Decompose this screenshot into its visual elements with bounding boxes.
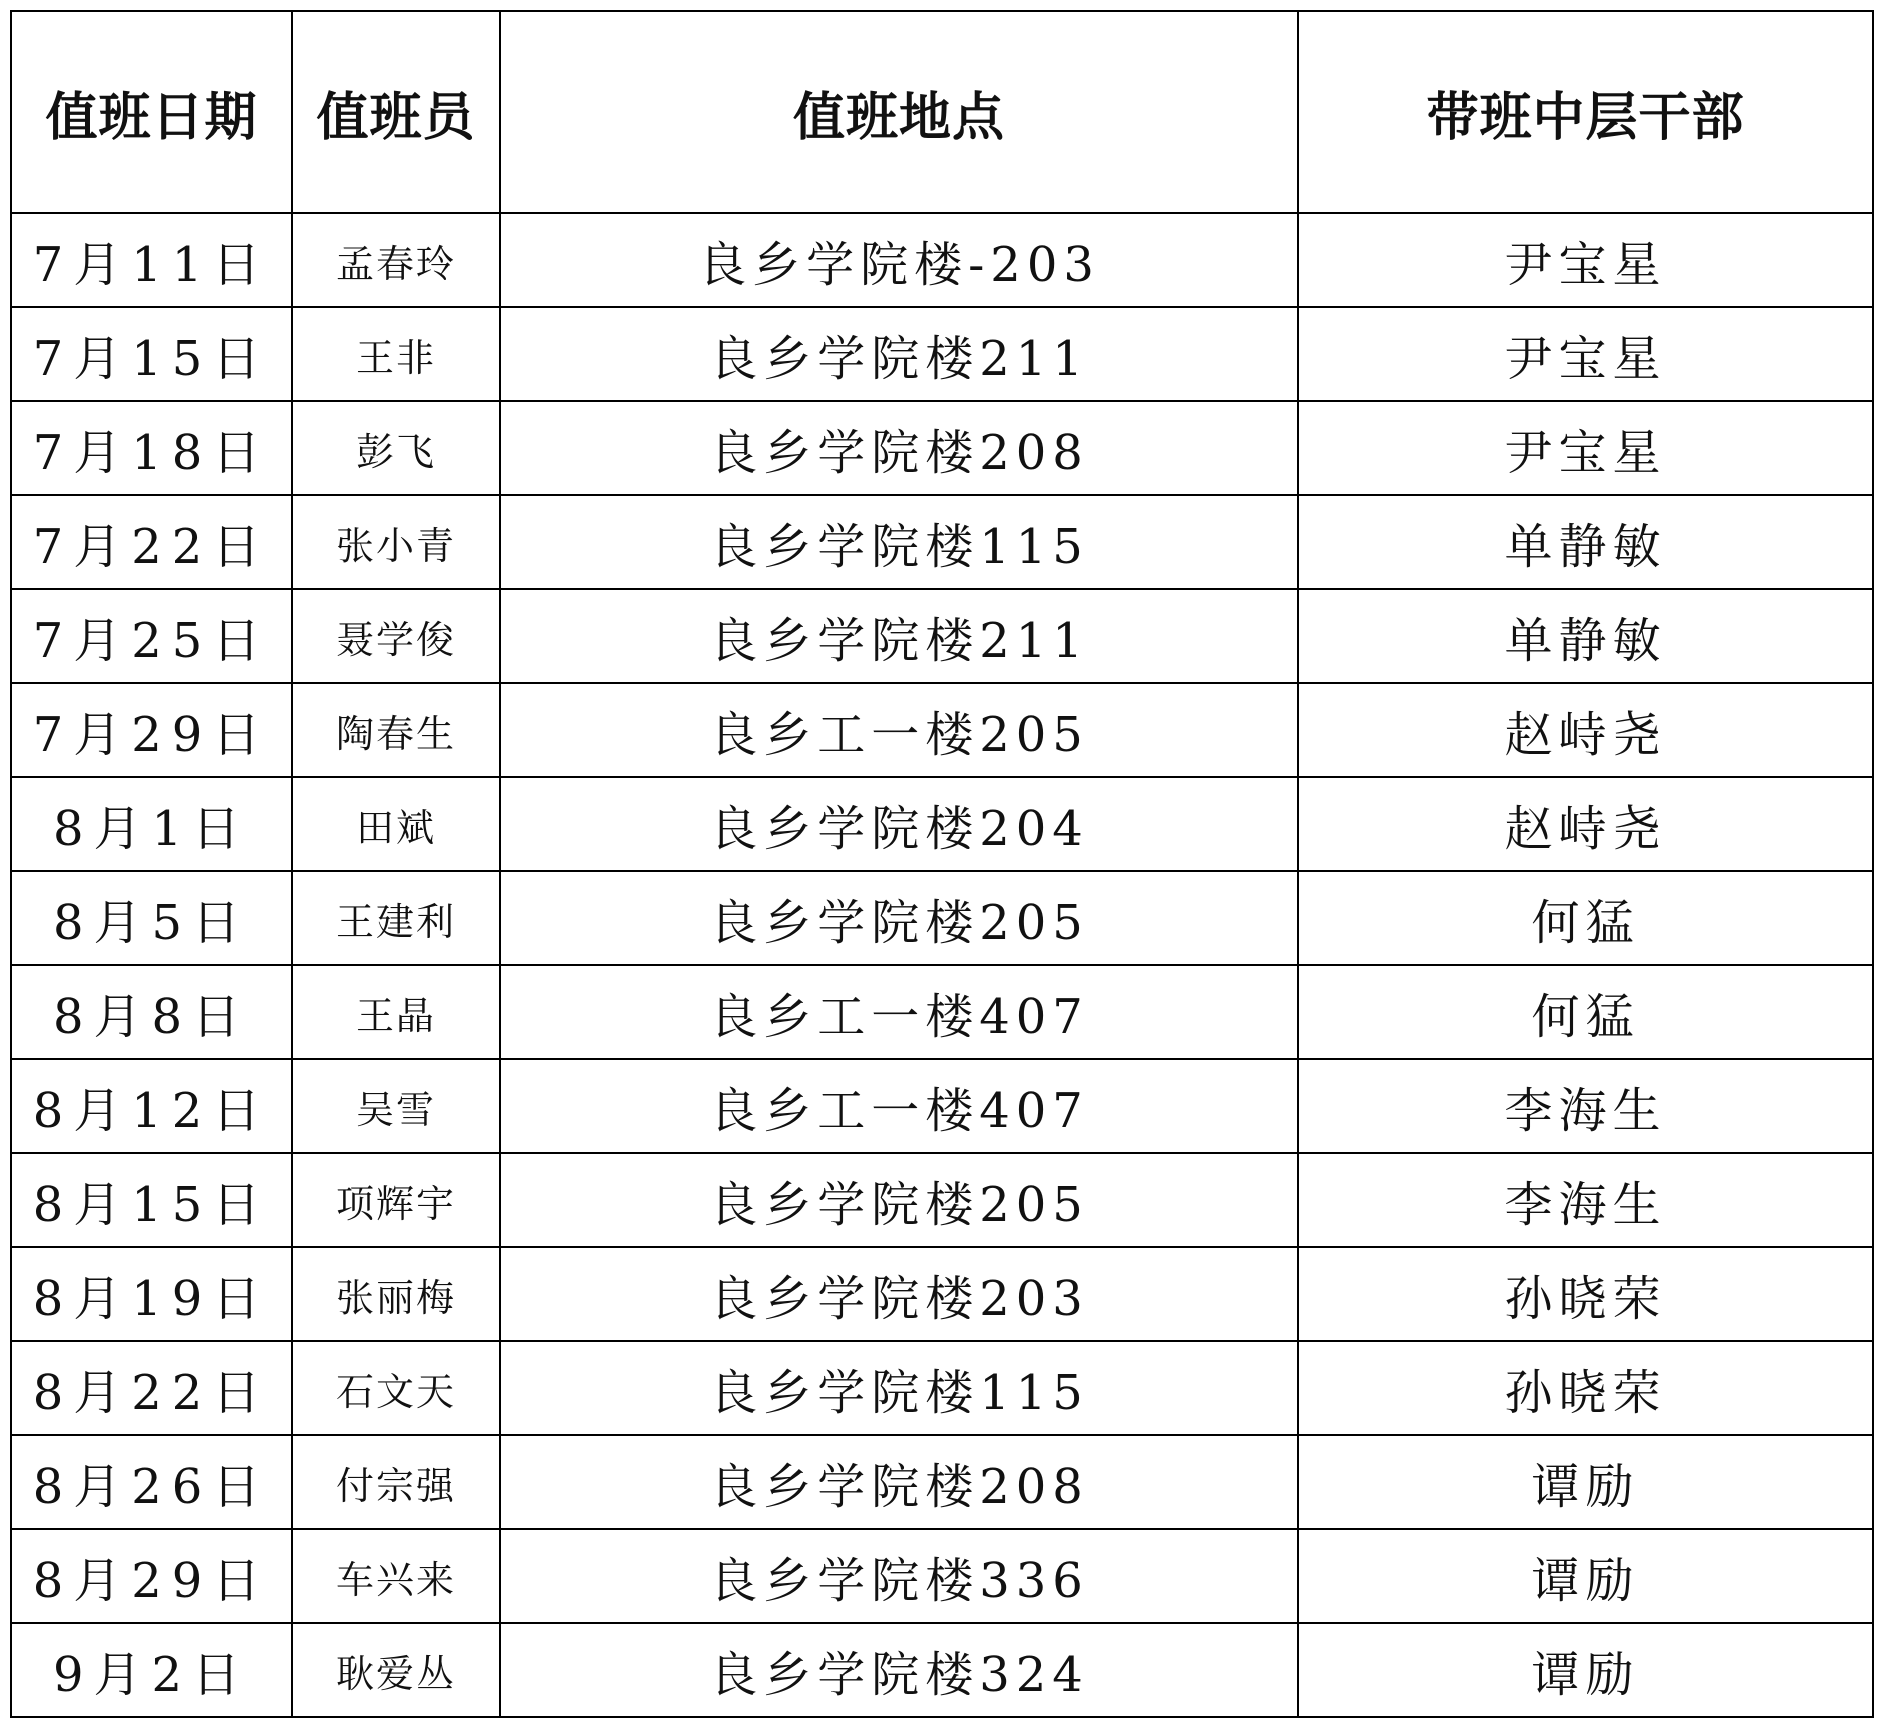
duty-staff-cell: 吴雪 [292,1059,500,1153]
duty-leader-cell: 单静敏 [1298,589,1873,683]
duty-staff-cell: 张丽梅 [292,1247,500,1341]
table-row [11,307,1873,401]
duty-staff-cell: 王晶 [292,965,500,1059]
duty-place-cell: 良乡学院楼211 [500,307,1298,401]
duty-staff-cell: 付宗强 [292,1435,500,1529]
table-row [11,1153,1873,1247]
duty-staff-cell: 项辉宇 [292,1153,500,1247]
table-row [11,965,1873,1059]
duty-date-cell: 8月15日 [11,1153,292,1247]
duty-roster-table [10,10,1874,1718]
duty-leader-cell: 李海生 [1298,1153,1873,1247]
duty-place-cell: 良乡学院楼205 [500,1153,1298,1247]
duty-leader-cell: 孙晓荣 [1298,1341,1873,1435]
header-date: 值班日期 [11,11,292,213]
duty-staff-cell: 张小青 [292,495,500,589]
duty-place-cell: 良乡学院楼115 [500,495,1298,589]
duty-place-cell: 良乡学院楼208 [500,401,1298,495]
table-row [11,683,1873,777]
duty-staff-cell: 聂学俊 [292,589,500,683]
duty-place-cell: 良乡学院楼336 [500,1529,1298,1623]
duty-date-cell: 8月12日 [11,1059,292,1153]
duty-leader-cell: 尹宝星 [1298,307,1873,401]
duty-staff-cell: 石文天 [292,1341,500,1435]
duty-leader-cell: 谭励 [1298,1623,1873,1717]
duty-place-cell: 良乡学院楼115 [500,1341,1298,1435]
header-staff: 值班员 [292,11,500,213]
duty-staff-cell: 孟春玲 [292,213,500,307]
duty-place-cell: 良乡工一楼407 [500,965,1298,1059]
duty-date-cell: 7月22日 [11,495,292,589]
duty-place-cell: 良乡学院楼208 [500,1435,1298,1529]
duty-staff-cell: 王非 [292,307,500,401]
table-row [11,495,1873,589]
duty-leader-cell: 谭励 [1298,1529,1873,1623]
table-row [11,589,1873,683]
table-row [11,777,1873,871]
duty-date-cell: 7月18日 [11,401,292,495]
header-place: 值班地点 [500,11,1298,213]
duty-staff-cell: 陶春生 [292,683,500,777]
duty-staff-cell: 王建利 [292,871,500,965]
duty-date-cell: 8月5日 [11,871,292,965]
duty-place-cell: 良乡学院楼204 [500,777,1298,871]
duty-leader-cell: 单静敏 [1298,495,1873,589]
duty-leader-cell: 尹宝星 [1298,213,1873,307]
duty-place-cell: 良乡工一楼205 [500,683,1298,777]
table-row [11,213,1873,307]
table-row [11,1435,1873,1529]
duty-place-cell: 良乡学院楼205 [500,871,1298,965]
duty-date-cell: 8月19日 [11,1247,292,1341]
duty-place-cell: 良乡学院楼-203 [500,213,1298,307]
duty-date-cell: 9月2日 [11,1623,292,1717]
duty-place-cell: 良乡学院楼211 [500,589,1298,683]
duty-date-cell: 8月29日 [11,1529,292,1623]
duty-date-cell: 7月15日 [11,307,292,401]
table-row [11,1341,1873,1435]
duty-leader-cell: 赵峙尧 [1298,683,1873,777]
table-row [11,871,1873,965]
table-row [11,1623,1873,1717]
duty-leader-cell: 孙晓荣 [1298,1247,1873,1341]
duty-date-cell: 7月11日 [11,213,292,307]
duty-date-cell: 8月22日 [11,1341,292,1435]
header-row [11,11,1873,213]
table-row [11,1529,1873,1623]
duty-roster-sheet [10,10,1872,1712]
duty-date-cell: 7月25日 [11,589,292,683]
duty-date-cell: 8月1日 [11,777,292,871]
table-row [11,401,1873,495]
duty-date-cell: 7月29日 [11,683,292,777]
duty-leader-cell: 李海生 [1298,1059,1873,1153]
duty-staff-cell: 彭飞 [292,401,500,495]
duty-staff-cell: 田斌 [292,777,500,871]
duty-leader-cell: 何猛 [1298,871,1873,965]
duty-leader-cell: 尹宝星 [1298,401,1873,495]
duty-place-cell: 良乡学院楼324 [500,1623,1298,1717]
duty-leader-cell: 谭励 [1298,1435,1873,1529]
duty-place-cell: 良乡工一楼407 [500,1059,1298,1153]
duty-leader-cell: 赵峙尧 [1298,777,1873,871]
duty-staff-cell: 耿爱丛 [292,1623,500,1717]
table-row [11,1247,1873,1341]
duty-place-cell: 良乡学院楼203 [500,1247,1298,1341]
duty-staff-cell: 车兴来 [292,1529,500,1623]
duty-leader-cell: 何猛 [1298,965,1873,1059]
duty-date-cell: 8月8日 [11,965,292,1059]
duty-date-cell: 8月26日 [11,1435,292,1529]
table-row [11,1059,1873,1153]
header-leader: 带班中层干部 [1298,11,1873,213]
